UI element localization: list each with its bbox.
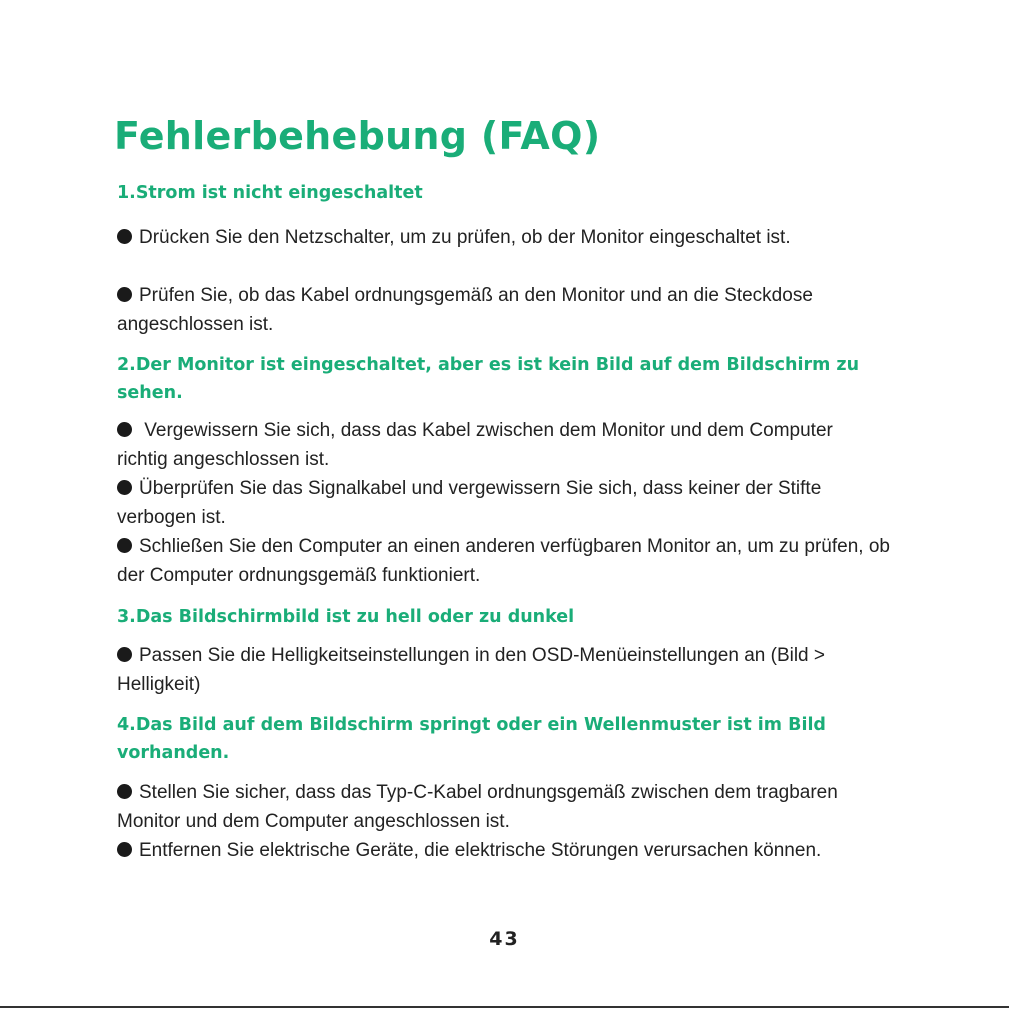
bullet-dot-icon: [117, 647, 132, 662]
bullet-item: [117, 836, 877, 865]
section-heading-flicker: 4.Das Bild auf dem Bildschirm springt oder ein Wellenmuster ist im Bild vorhanden.: [117, 715, 826, 763]
bullet-item: [117, 532, 902, 590]
bullet-text: Vergewissern Sie sich, dass das Kabel zwischen dem Monitor und dem Computer richtig angeschlossen ist.: [117, 420, 839, 470]
bullet-item: [117, 474, 897, 532]
bullet-text: Passen Sie die Helligkeitseinstellungen in den OSD-Menüeinstellungen an (Bild > Helligkeit): [117, 645, 825, 695]
bullet-text: Überprüfen Sie das Signalkabel und vergewissern Sie sich, dass keiner der Stifte verbogen ist.: [117, 478, 822, 528]
bullet-dot-icon: [117, 287, 132, 302]
bullet-item: [117, 641, 882, 699]
bullet-dot-icon: [117, 538, 132, 553]
bullet-dot-icon: [117, 422, 132, 437]
bullet-item: [117, 778, 882, 836]
page-number: 43: [489, 928, 520, 950]
section-heading-no-picture: 2.Der Monitor ist eingeschaltet, aber es ist kein Bild auf dem Bildschirm zu sehen.: [117, 355, 860, 403]
page-title: Fehlerbehebung (FAQ): [114, 114, 601, 158]
bullet-dot-icon: [117, 842, 132, 857]
bullet-item: [117, 223, 897, 252]
bullet-text: Entfernen Sie elektrische Geräte, die elektrische Störungen verursachen können.: [139, 840, 822, 861]
section-heading-brightness: 3.Das Bildschirmbild ist zu hell oder zu dunkel: [117, 607, 575, 627]
bullet-dot-icon: [117, 480, 132, 495]
bullet-text: Stellen Sie sicher, dass das Typ-C-Kabel ordnungsgemäß zwischen dem tragbaren Monitor und dem Computer angeschlossen ist.: [117, 782, 838, 832]
bottom-divider: [0, 1006, 1009, 1008]
bullet-dot-icon: [117, 784, 132, 799]
bullet-dot-icon: [117, 229, 132, 244]
section-heading-power: 1.Strom ist nicht eingeschaltet: [117, 183, 423, 203]
bullet-text: Drücken Sie den Netzschalter, um zu prüfen, ob der Monitor eingeschaltet ist.: [139, 227, 791, 248]
bullet-item: [117, 416, 877, 474]
bullet-text: Schließen Sie den Computer an einen anderen verfügbaren Monitor an, um zu prüfen, ob der Computer ordnungsgemäß funktioniert.: [117, 536, 890, 586]
bullet-text: Prüfen Sie, ob das Kabel ordnungsgemäß an den Monitor und an die Steckdose angeschlossen ist.: [117, 285, 813, 335]
bullet-item: [117, 281, 837, 339]
